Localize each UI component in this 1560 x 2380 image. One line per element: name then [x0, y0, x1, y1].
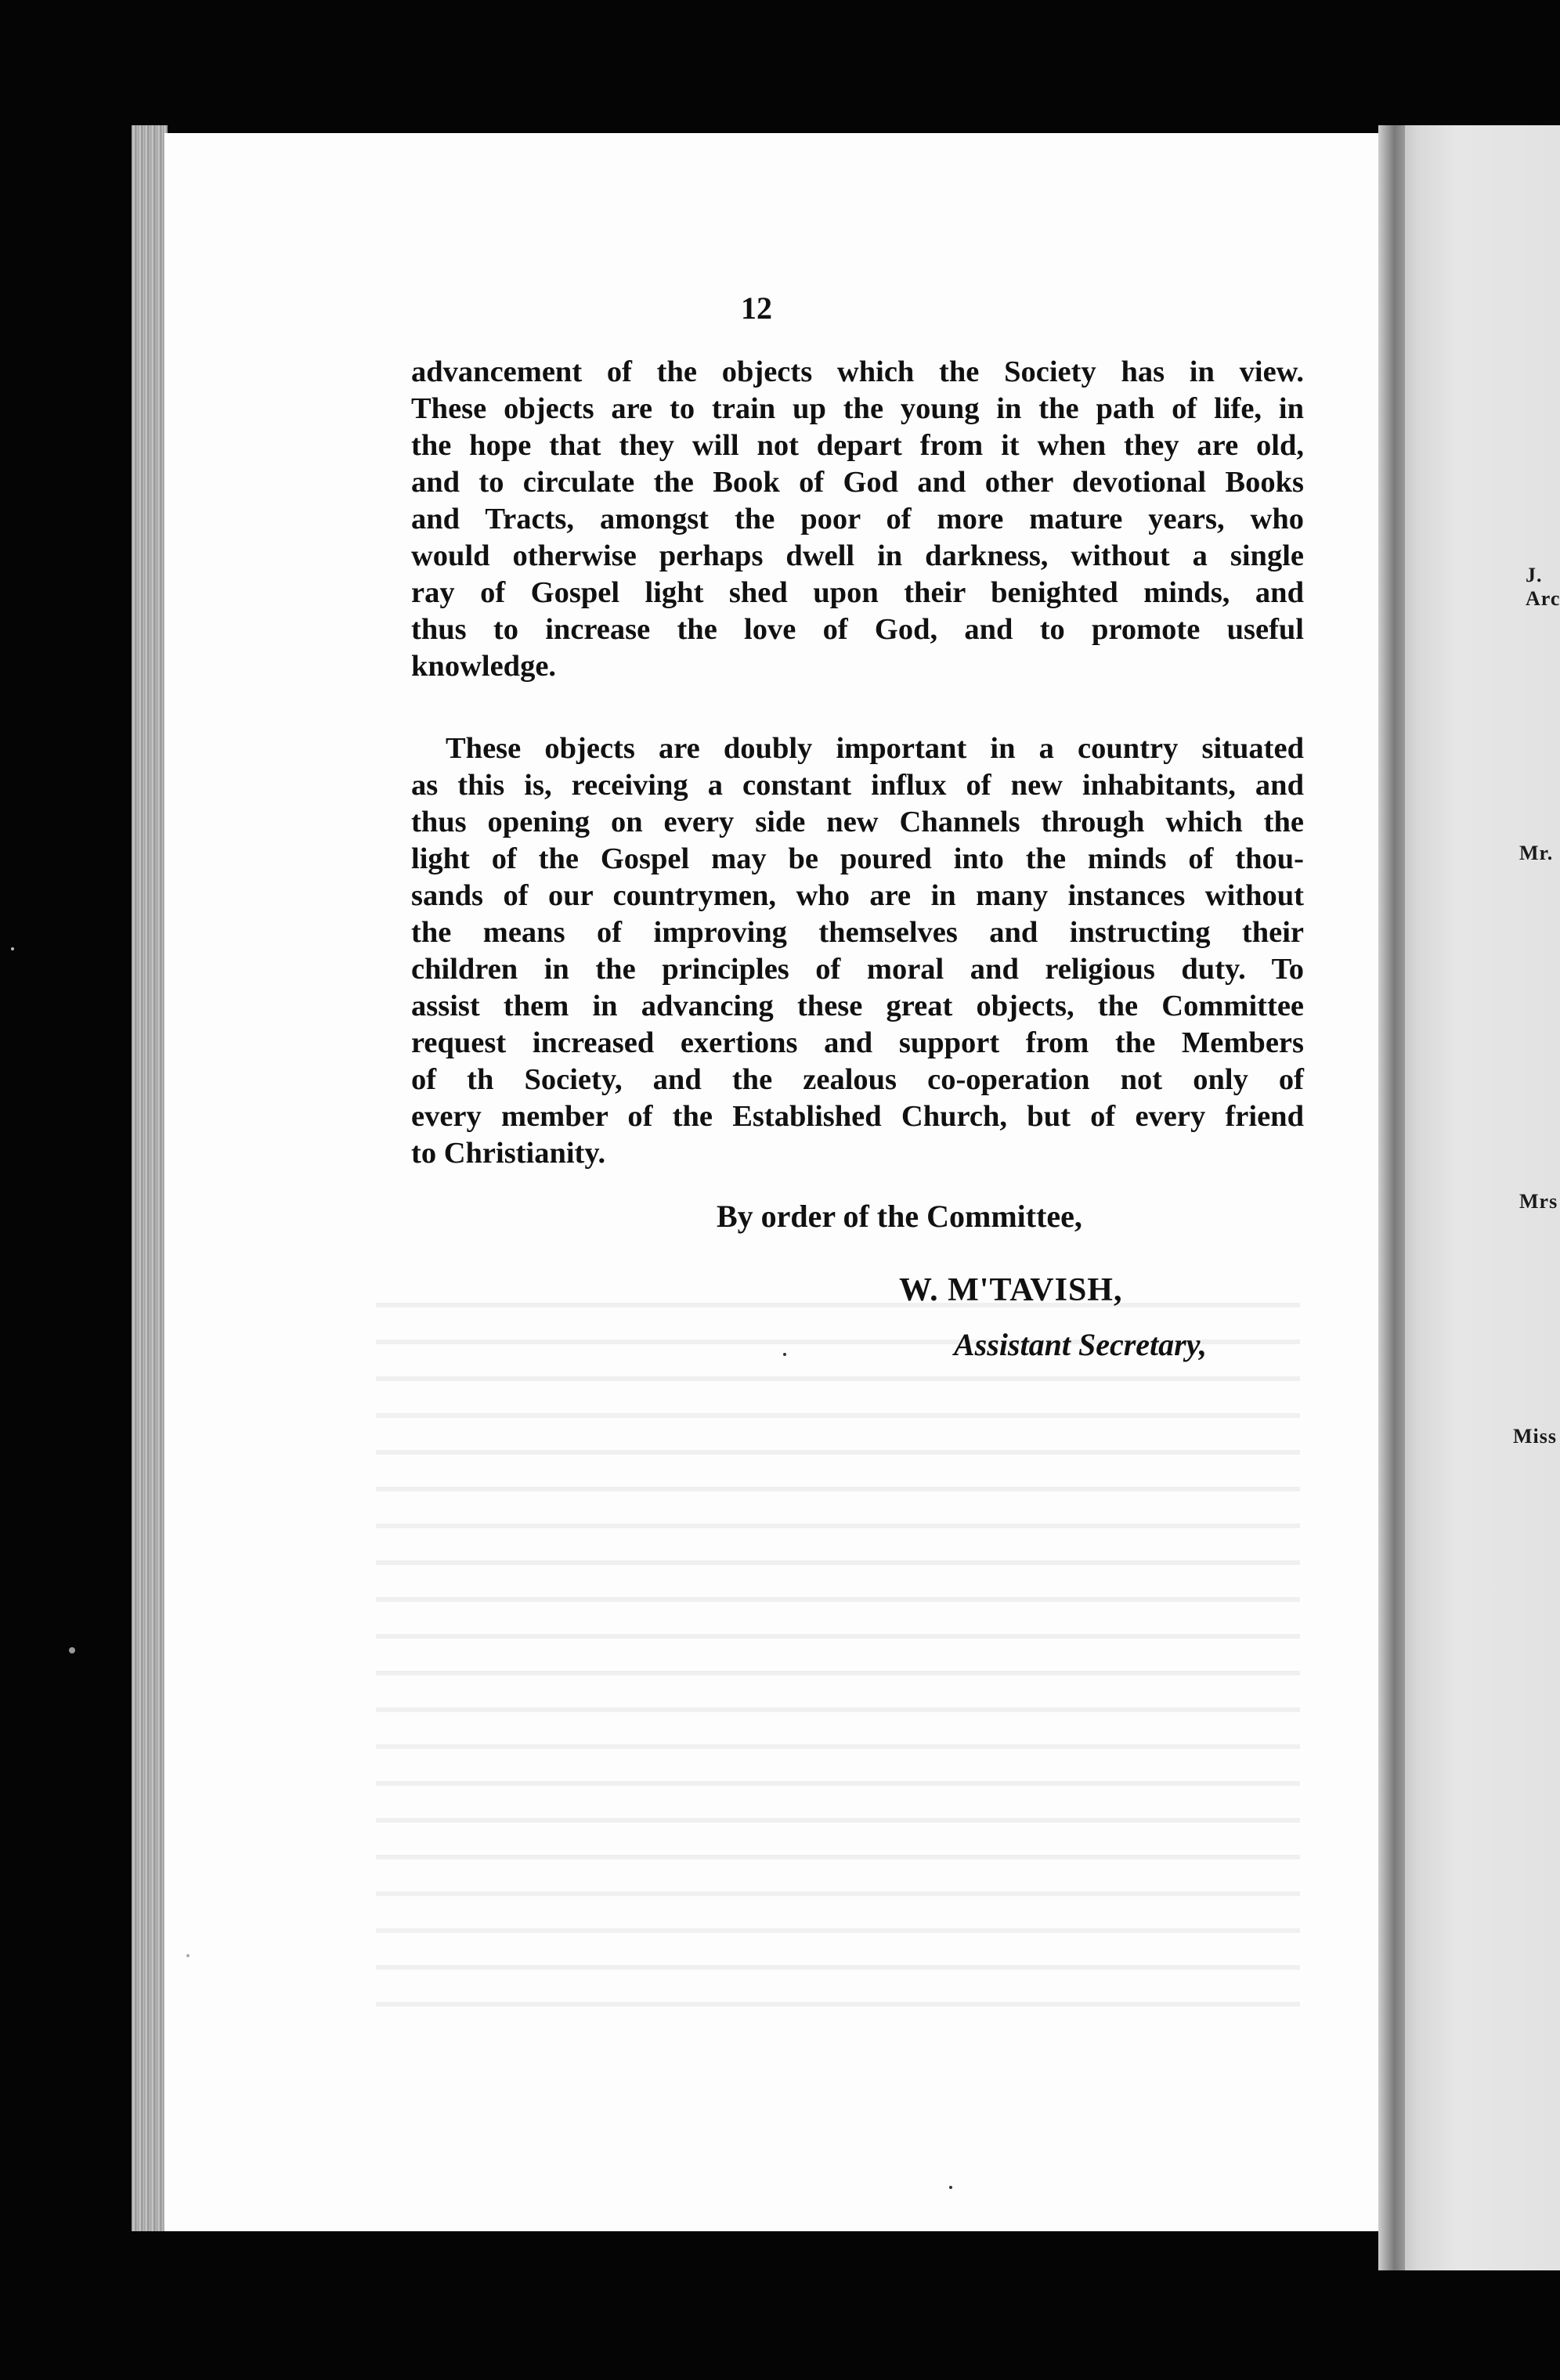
- printed-page: [164, 133, 1380, 2231]
- text-line: and Tracts, amongst the poor of more mature years, who: [411, 503, 1304, 536]
- paragraph-gap: [411, 685, 1304, 730]
- text-line: the hope that they will not depart from it when they are old,: [411, 429, 1304, 462]
- text-line: of th Society, and the zealous co-operation not only of: [411, 1063, 1304, 1096]
- ink-speck: [69, 1647, 75, 1653]
- text-line: children in the principles of moral and religious duty. To: [411, 953, 1304, 986]
- paragraph: [411, 354, 1304, 685]
- facing-fragment: J.: [1526, 564, 1543, 586]
- text-line: knowledge.: [411, 650, 557, 683]
- page-number: 12: [741, 290, 772, 326]
- text-line: request increased exertions and support from the Members: [411, 1026, 1304, 1059]
- book-page-edges: [132, 125, 168, 2231]
- text-line: sands of our countrymen, who are in many instances without: [411, 879, 1304, 912]
- text-line: These objects are doubly important in a country situated: [446, 732, 1304, 765]
- paragraph: [411, 730, 1304, 1172]
- text-line: and to circulate the Book of God and other devotional Books: [411, 466, 1304, 499]
- text-line: thus to increase the love of God, and to promote useful: [411, 613, 1304, 646]
- text-line: would otherwise perhaps dwell in darkness, without a single: [411, 539, 1304, 572]
- ink-speck: [949, 2186, 952, 2189]
- text-line: the means of improving themselves and instructing their: [411, 916, 1304, 949]
- signoff-order-line: By order of the Committee,: [717, 1199, 1082, 1234]
- text-line: assist them in advancing these great objects, the Committee: [411, 990, 1304, 1022]
- facing-fragment: Miss: [1513, 1425, 1557, 1448]
- body-text: [411, 354, 1304, 1172]
- reverse-side-bleed-through: [376, 1276, 1300, 2028]
- text-line: as this is, receiving a constant influx of new inhabitants, and: [411, 769, 1304, 802]
- facing-fragment: Arc: [1526, 587, 1560, 610]
- text-line: ray of Gospel light shed upon their benighted minds, and: [411, 576, 1304, 609]
- ink-speck: [783, 1353, 786, 1356]
- gutter-shadow: [1378, 125, 1405, 2270]
- text-line: thus opening on every side new Channels through which the: [411, 806, 1304, 838]
- signatory-name: W. M'TAVISH,: [899, 1272, 1123, 1308]
- ink-speck: [186, 1954, 190, 1957]
- facing-fragment: Mr.: [1519, 842, 1554, 864]
- text-line: to Christianity.: [411, 1137, 606, 1170]
- ink-speck: [11, 947, 14, 950]
- text-line: every member of the Established Church, but of every friend: [411, 1100, 1304, 1133]
- text-line: These objects are to train up the young in the path of life, in: [411, 392, 1304, 425]
- facing-page: [1394, 125, 1560, 2270]
- signatory-title: Assistant Secretary,: [954, 1327, 1207, 1362]
- text-line: advancement of the objects which the Society has in view.: [411, 355, 1304, 388]
- facing-fragment: Mrs: [1519, 1190, 1558, 1213]
- text-line: light of the Gospel may be poured into the minds of thou-: [411, 842, 1304, 875]
